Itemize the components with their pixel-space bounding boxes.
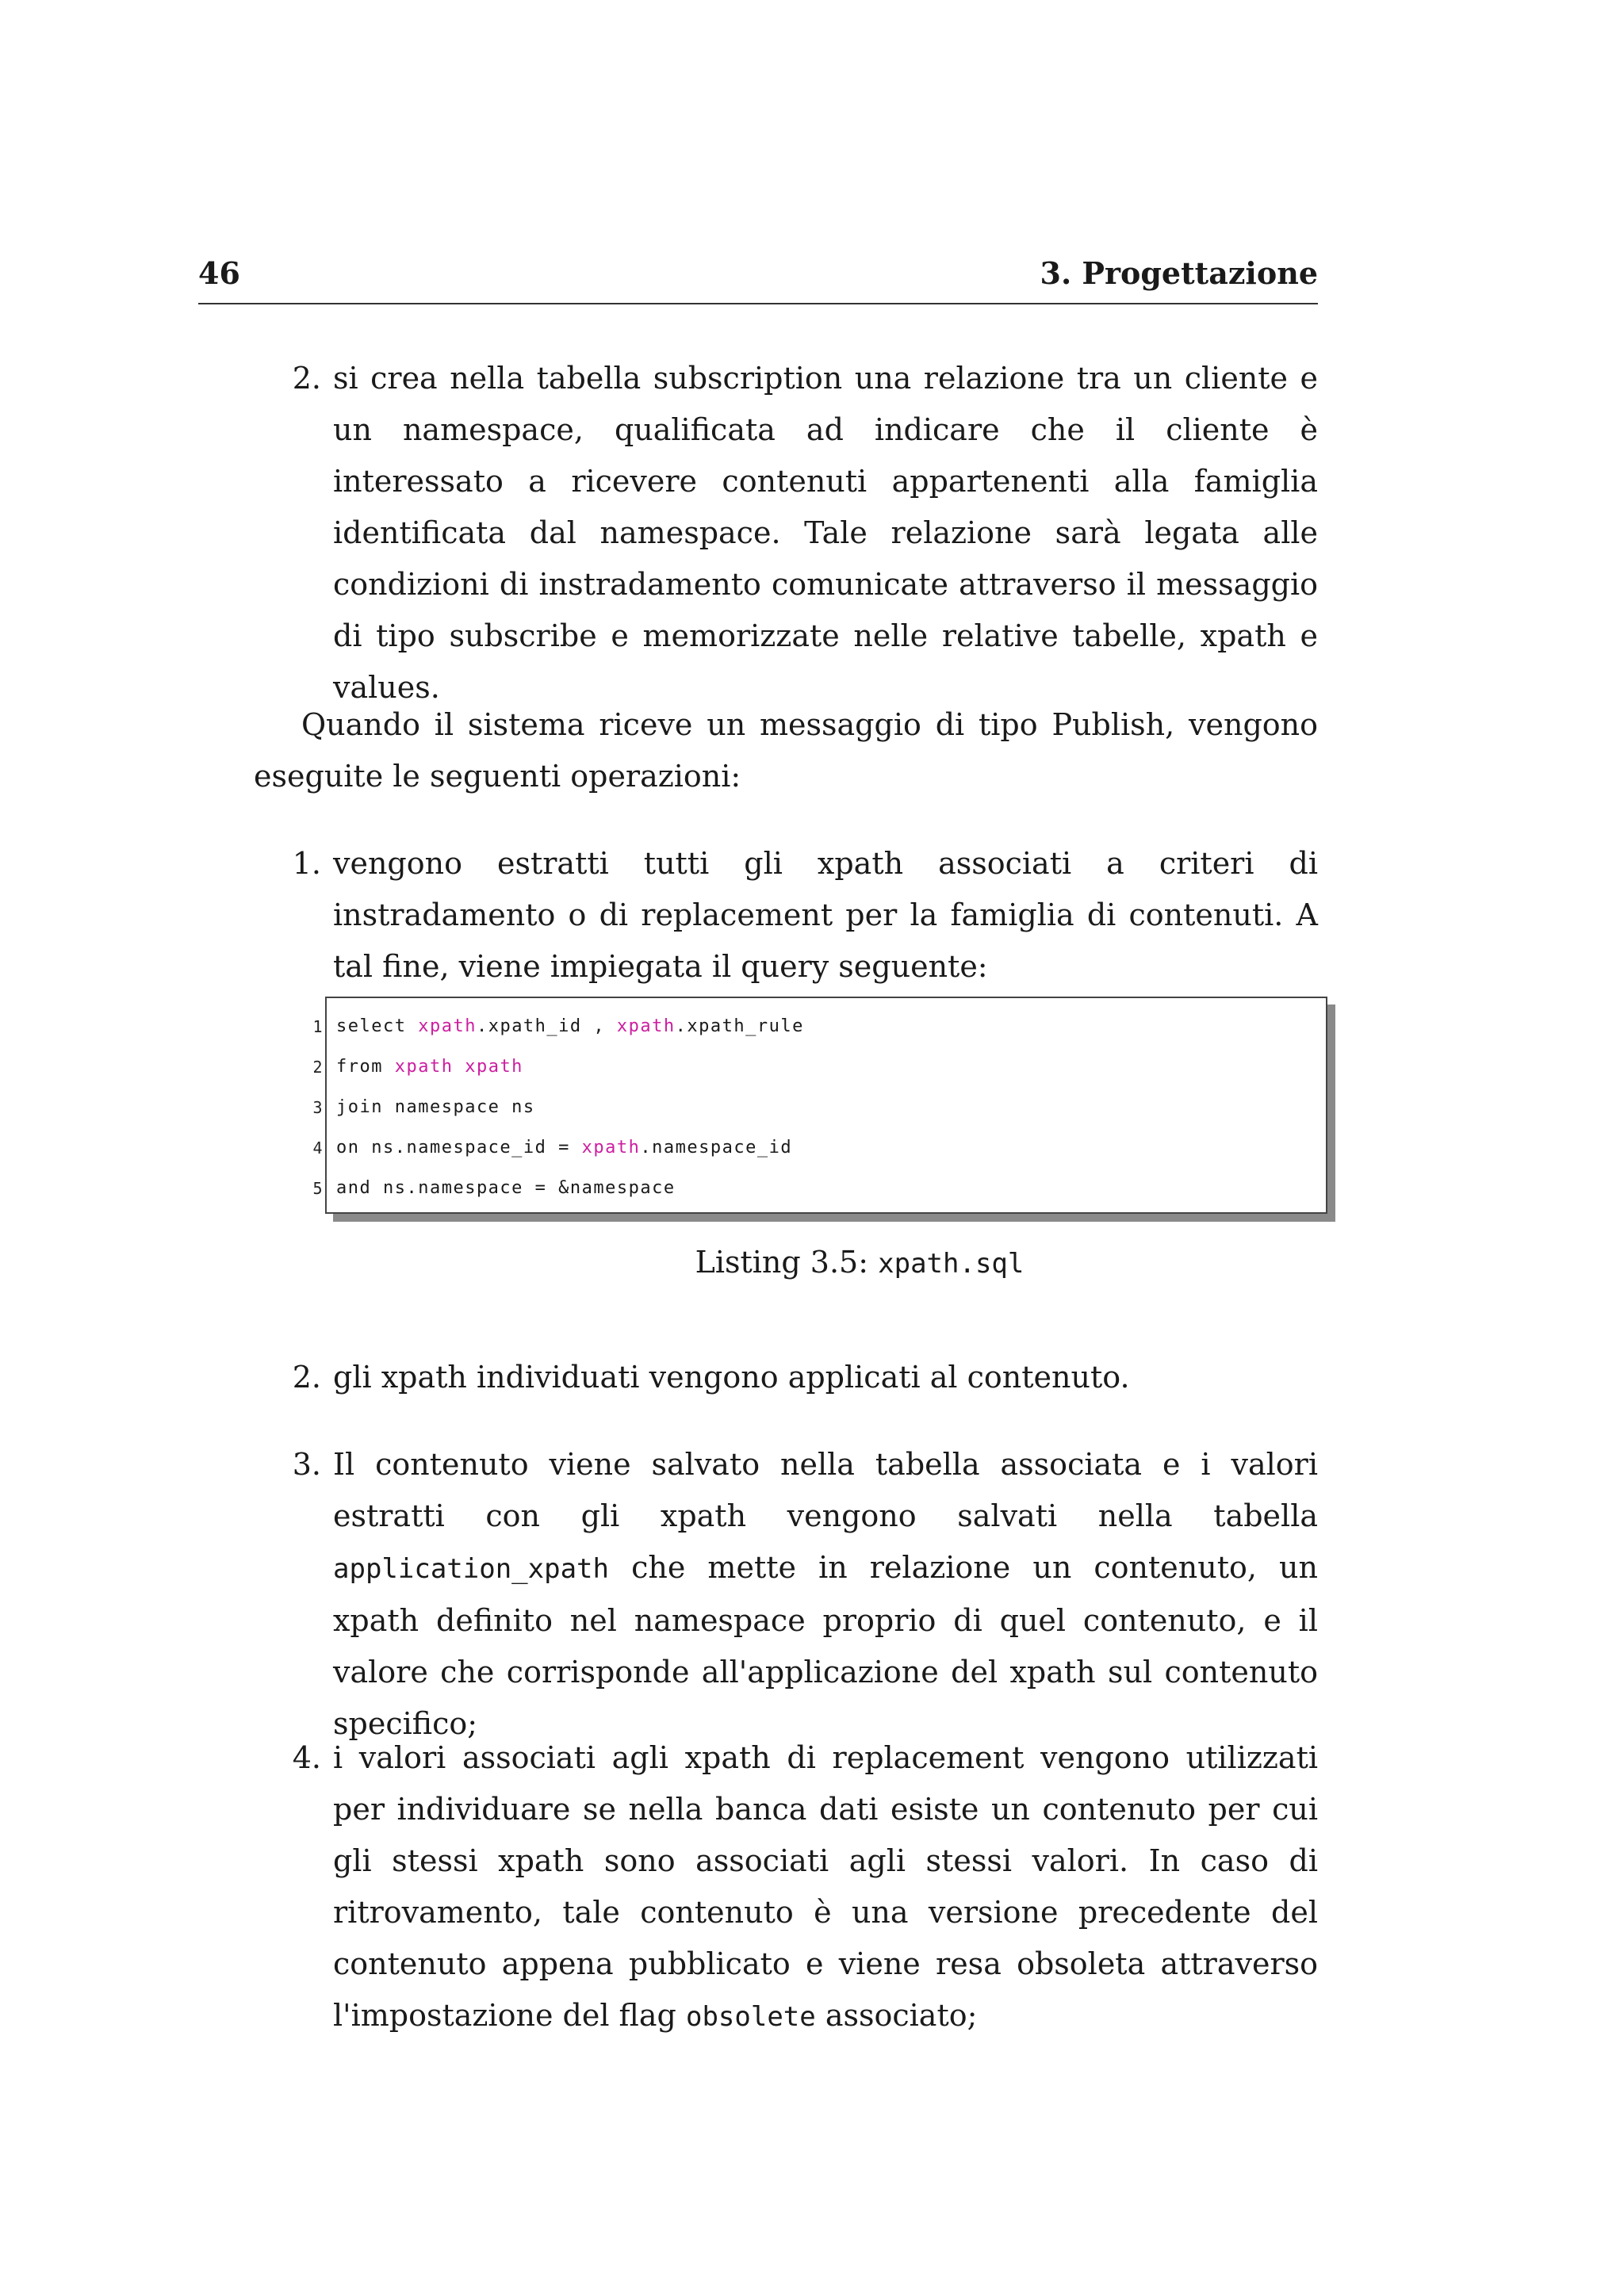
code-keyword: xpath — [581, 1138, 641, 1158]
code-text — [336, 1169, 676, 1208]
line-number: 3 — [312, 1098, 324, 1117]
code-token: .namespace_id — [640, 1138, 793, 1158]
list-number: 2. — [292, 1360, 321, 1395]
code-text — [336, 1007, 804, 1047]
item3-text-before: Il contenuto viene salvato nella tabella associata e i valori estratti con gli xpath vengono salvati nella tabella — [333, 1447, 1318, 1533]
list-item-subscription: si crea nella tabella subscription una relazione tra un cliente e un namespace, qualificata ad indicare che il cliente è interessato a ricevere contenuti appartenenti alla famiglia identificata dal namespace. Tale relazione sarà legata alle condizioni di instradamento comunicate attraverso il messaggio di tipo subscribe e memorizzate nelle relative tabelle, xpath e values. — [333, 361, 1318, 705]
code-line — [312, 1169, 1326, 1208]
list-item-extract-xpath: vengono estratti tutti gli xpath associati a criteri di instradamento o di replacement per la famiglia di contenuti. A tal fine, viene impiegata il query seguente: — [333, 846, 1318, 984]
code-token: .xpath_id , — [476, 1016, 617, 1036]
code-line — [312, 1128, 1326, 1168]
code-keyword: xpath — [418, 1016, 477, 1036]
list-number: 2. — [292, 361, 321, 396]
code-line — [312, 1047, 1326, 1087]
item3-code-table: application_xpath — [333, 1553, 609, 1585]
code-token: and ns.namespace = &namespace — [336, 1178, 676, 1198]
chapter-title: 3. Progettazione — [1040, 255, 1318, 291]
list-item-save-content — [333, 1439, 1318, 1750]
list-item-apply-xpath: gli xpath individuati vengono applicati al contenuto. — [333, 1360, 1130, 1395]
item4-code-flag: obsolete — [685, 2001, 816, 2033]
page-number: 46 — [198, 255, 240, 291]
publish-intro-paragraph: Quando il sistema riceve un messaggio di tipo Publish, vengono eseguite le seguenti operazioni: — [254, 707, 1318, 794]
code-keyword: xpath xpath — [394, 1057, 523, 1077]
line-number: 1 — [312, 1017, 324, 1036]
code-text — [336, 1047, 523, 1087]
code-listing — [312, 997, 1327, 1214]
code-text — [336, 1088, 535, 1127]
listing-caption — [0, 1237, 1624, 1290]
code-token: on ns.namespace_id = — [336, 1138, 582, 1158]
code-text — [336, 1128, 792, 1168]
code-keyword: xpath — [616, 1016, 676, 1036]
running-header — [198, 252, 1318, 304]
list-number: 3. — [292, 1447, 321, 1482]
code-token: join namespace ns — [336, 1097, 535, 1117]
item3-text-after: che mette in relazione un contenuto, un xpath definito nel namespace proprio di quel contenuto, e il valore che corrisponde all'applicazione del xpath sul contenuto specifico; — [333, 1550, 1318, 1741]
caption-filename: xpath.sql — [878, 1248, 1025, 1280]
list-number: 1. — [292, 846, 321, 881]
code-line — [312, 1007, 1326, 1047]
code-token: from — [336, 1057, 395, 1077]
line-number: 4 — [312, 1138, 324, 1158]
line-number: 2 — [312, 1058, 324, 1077]
code-token: select — [336, 1016, 419, 1036]
caption-label: Listing 3.5: — [695, 1245, 869, 1280]
line-number: 5 — [312, 1179, 324, 1198]
item4-text-after: associato; — [815, 1998, 978, 2033]
code-line — [312, 1088, 1326, 1127]
item4-text-before: i valori associati agli xpath di replacement vengono utilizzati per individuare se nella banca dati esiste un contenuto per cui gli stessi xpath sono associati agli stessi valori. In caso di ritrovamento, tale contenuto è una versione precedente del contenuto appena pubblicato e viene resa obsoleta attraverso l'impostazione del flag — [333, 1740, 1318, 2033]
code-token: .xpath_rule — [675, 1016, 804, 1036]
list-item-replacement — [333, 1732, 1318, 2043]
list-number: 4. — [292, 1740, 321, 1775]
